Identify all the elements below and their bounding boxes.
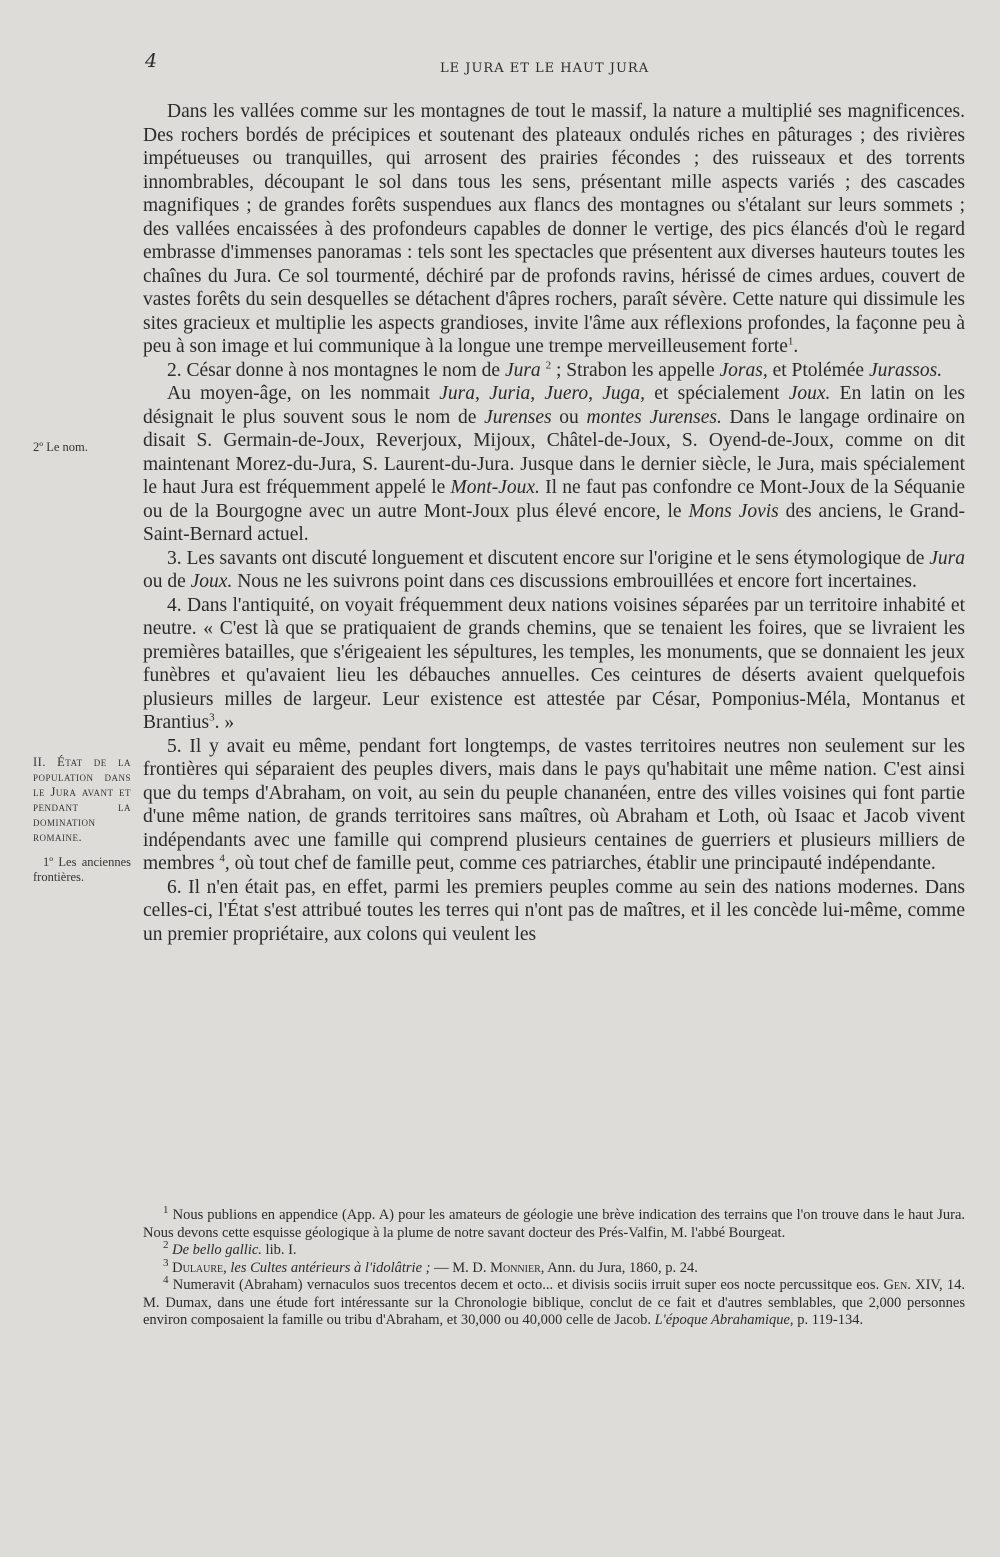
text-run: En latin on les désignait le plus souvent sous le nom de (143, 383, 965, 428)
italic-term: montes Jurenses. (586, 406, 722, 428)
paragraph-7 (143, 876, 965, 947)
italic-term: Jura (929, 547, 965, 569)
sidenote-le-nom: 2º Le nom. (33, 440, 88, 454)
text-run: 2. César donne à nos montagnes le nom de (167, 359, 505, 381)
sidenote-section-title: II. État de la population dans le Jura avant et pendant la domination romaine. (33, 755, 131, 844)
text-run: . » (214, 712, 235, 733)
text-run: 4. Dans l'antiquité, on voyait fréquemment deux nations voisines séparées par un territoire inhabité et neutre. « C'est là que se pratiquaient de grands chemins, que se tenaient les foires, que se livraient les premières batailles, que s'érigeaient les sépultures, les temples, les monuments, que se donnaient les jeux funèbres et qu'avaient lieu les débauches annuelles. Ces ceintures de déserts avaient quelquefois plusieurs milles de largeur. Leur existence est attestée par César, Pomponius-Méla, Montanus et Brantius (143, 594, 965, 733)
page-number: 4 (145, 50, 158, 72)
text-run: et spécialement (645, 383, 789, 404)
footnote-3 (143, 1256, 965, 1278)
text-run: 6. Il n'en était pas, en effet, parmi les premiers peuples comme au sein des nations modernes. Dans celles-ci, l'État s'est attribué toutes les terres qui n'ont pas de maîtres, et il les concède lui-même, comme un premier propriétaire, aux colons qui veulent les (143, 876, 965, 945)
text-run: , où tout chef de famille peut, comme ces patriarches, établir une principauté indépendante. (224, 853, 936, 874)
text-run: Dans le langage ordinaire on disait S. Germain-de-Joux, Reverjoux, Mijoux, Châtel-de-Joux, S. Oyend-de-Joux, comme on dit maintenant Morez-du-Jura, S. Laurent-du-Jura. Jusque dans le dernier siècle, le Jura, mais spécialement le haut Jura est fréquemment appelé le (143, 406, 965, 498)
footnote-text: Ann. du Jura, 1860, p. 24. (544, 1259, 698, 1276)
text-run: des anciens, le Grand-Saint-Bernard actuel. (143, 500, 965, 545)
footnote-text: — M. D. (430, 1259, 491, 1276)
italic-term: Jurassos. (868, 359, 943, 381)
footnote-number: 1 (163, 1204, 169, 1217)
text-run: Nous ne les suivrons point dans ces discussions embrouillées et encore fort incertaines. (232, 571, 917, 592)
paragraph-4 (143, 547, 965, 594)
footnote-number: 4 (163, 1274, 169, 1287)
italic-term: Jura, Juria, Juero, Juga, (439, 383, 646, 404)
footnote-text: Nous publions en appendice (App. A) pour les amateurs de géologie une brève indication des terrains que l'on trouve dans le haut Jura. Nous devons cette esquisse géologique à la plume de notre savant docteur des Prés-Valfin, M. l'abbé Bourgeat. (143, 1207, 966, 1241)
footnote-author: Dulaure, (172, 1259, 227, 1276)
footnote-ref-2: 2 (545, 359, 552, 371)
footnote-text: Numeravit (Abraham) vernaculos suos trecentos decem et octo... et divisis sociis irruit super eos nocte percussitque eos. (172, 1277, 884, 1293)
footnote-1 (143, 1204, 966, 1242)
italic-term: Jura (504, 359, 541, 381)
footnote-title: les Cultes antérieurs à l'idolâtrie ; (226, 1259, 431, 1276)
text-run: et Ptolémée (767, 359, 869, 381)
footnote-ref-1: 1 (787, 335, 794, 348)
text-run: 3. Les savants ont discuté longuement et discutent encore sur l'origine et le sens étymologique de (167, 547, 930, 569)
paragraph-2 (143, 359, 965, 383)
text-run: Il ne faut pas confondre ce Mont-Joux de la Séquanie ou de la Bourgogne avec un autre Mont-Joux plus élevé encore, le (143, 477, 965, 522)
text-run: ; Strabon les appelle (551, 359, 720, 381)
footnote-title: L'époque Abrahamique, (654, 1312, 794, 1328)
footnote-number: 3 (163, 1256, 169, 1269)
footnote-text: lib. I. (261, 1242, 297, 1258)
footnote-4 (143, 1274, 966, 1330)
text-run: ou (551, 406, 587, 428)
paragraph-6 (143, 735, 965, 876)
footnote-ref-4: 4 (219, 852, 225, 865)
italic-term: Jurenses (484, 406, 552, 428)
footnote-ref-3: 3 (209, 711, 215, 724)
footnote-text: XIV, 14. M. Dumax, dans une étude fort intéressante sur la Chronologie biblique, conclut de ce fait et d'autres semblables, que 2,000 personnes environ composaient la famille ou tribu d'Abraham, et 30,000 ou 40,000 celle de Jacob. (143, 1277, 966, 1328)
footnote-2 (143, 1239, 965, 1260)
footnote-number: 2 (163, 1239, 169, 1252)
footnote-text: p. 119-134. (793, 1312, 864, 1328)
paragraph-5 (143, 594, 965, 735)
italic-term: Mons Jovis (688, 500, 779, 522)
main-text (143, 100, 965, 946)
footnote-source: Gen. (883, 1277, 911, 1293)
paragraph-text: Dans les vallées comme sur les montagnes de tout le massif, la nature a multiplié ses magnificences. Des rochers bordés de précipices et soutenant des plateaux ondulés riches en pâturages ; des rivières impétueuses ou tranquilles, qui arrosent des prairies fécondes ; des ruisseaux et des torrents innombrables, découpant le sol dans tous les sens, présentant mille aspects variés ; des cascades magnifiques ; de grandes forêts suspendues aux flancs des montagnes ou s'étalant sur leurs sommets ; des vallées encaissées à des profondeurs capables de donner le vertige, des pics élancés d'où le regard embrasse d'immenses panoramas : tels sont les spectacles que présentent aux diverses hauteurs toutes les chaînes du Jura. Ce sol tourmenté, déchiré par de profonds ravins, hérissé de cimes ardues, couvert de vastes forêts du sein desquelles se détachent d'âpres rochers, paraît sévère. Cette nature qui dissimule les sites gracieux et multiplie les aspects grandioses, invite l'âme aux réflexions profondes, la façonne peu à peu à son image et lui communique à la longue une trempe merveilleusement forte (143, 101, 965, 357)
italic-term: Joras, (719, 359, 768, 381)
sidenote-section-ii (33, 755, 131, 885)
text-run: ou de (143, 571, 191, 592)
running-title: LE JURA ET LE HAUT JURA (440, 61, 650, 76)
text-run: 5. Il y avait eu même, pendant fort longtemps, de vastes territoires neutres non seulement sur les frontières qui séparaient des peuples divers, mais dans le pays qu'habitait une même nation. C'est ainsi que du temps d'Abraham, on voit, au sein du peuple chananéen, entre des villes voisines qui font partie d'une même nation, de grands territoires sans maîtres, où Abraham et Loth, où Isaac et Jacob vivent indépendants avec une famille qui comprend plusieurs centaines de guerriers et plusieurs milliers de membres (143, 735, 965, 874)
text-run: Au moyen-âge, on les nommait (167, 383, 440, 404)
paragraph-1: Dans les vallées comme sur les montagnes de tout le massif, la nature a multiplié ses magnificences. Des rochers bordés de précipices et soutenant des plateaux ondulés riches en pâturages ; des rivières impétueuses ou tranquilles, qui arrosent des prairies fécondes ; des ruisseaux et des torrents innombrables, découpant le sol dans tous les sens, présentant mille aspects variés ; des cascades magnifiques ; de grandes forêts suspendues aux flancs des montagnes ou s'étalant sur leurs sommets ; des vallées encaissées à des profondeurs capables de donner le vertige, des pics élancés d'où le regard embrasse d'immenses panoramas : tels sont les spectacles que présentent aux diverses hauteurs toutes les chaînes du Jura. Ce sol tourmenté, déchiré par de profonds ravins, hérissé de cimes ardues, couvert de vastes forêts du sein desquelles se détachent d'âpres rochers, paraît sévère. Cette nature qui dissimule les sites gracieux et multiplie les aspects grandioses, invite l'âme aux réflexions profondes, la façonne peu à peu à son image et lui communique à la longue une trempe merveilleusement forte$^1$. (143, 101, 965, 357)
italic-term: Joux. (788, 383, 831, 404)
paragraph-3 (143, 382, 965, 547)
footnotes (143, 1204, 966, 1330)
footnote-title: De bello gallic. (172, 1242, 262, 1258)
footnote-author: Monnier, (490, 1259, 545, 1276)
italic-term: Joux. (190, 571, 233, 592)
italic-term: Mont-Joux. (450, 477, 540, 498)
sidenote-anciennes-frontieres: 1º Les anciennes frontières. (33, 855, 131, 884)
